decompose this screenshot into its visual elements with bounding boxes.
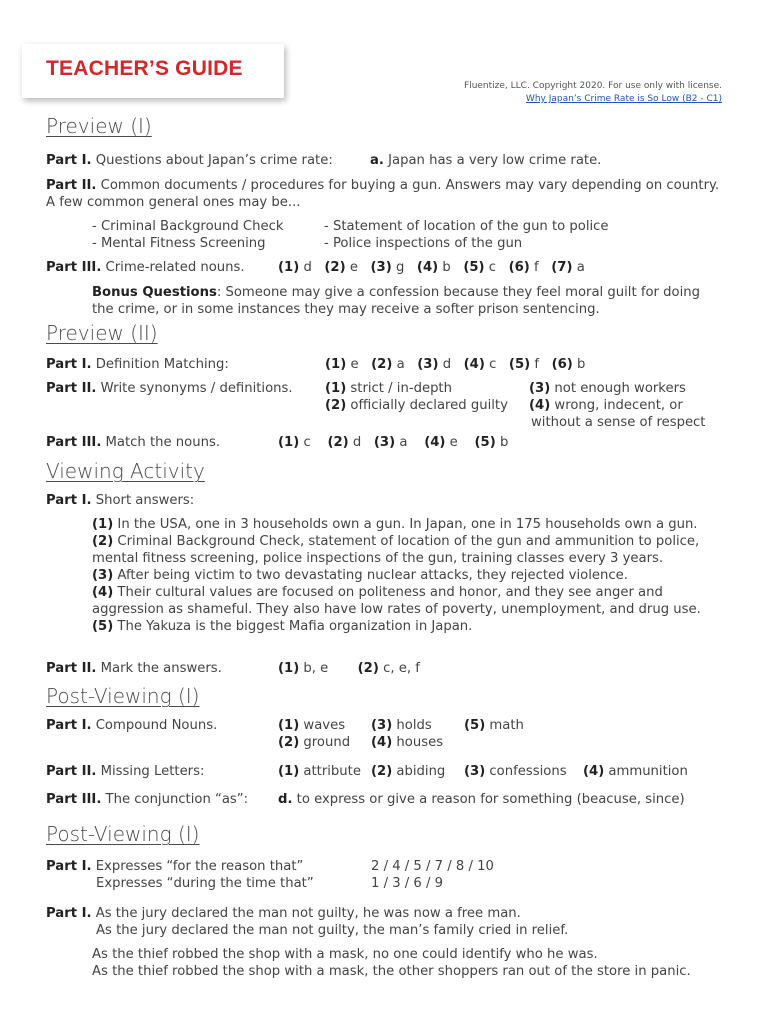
list-item: (5) The Yakuza is the biggest Mafia organization in Japan.	[92, 619, 473, 634]
section-title-preview-1: Preview (I)	[46, 114, 152, 138]
copyright-block	[464, 80, 722, 106]
s2-part-2-answer-cont: without a sense of respect	[531, 415, 706, 430]
s5-sentence: As the thief robbed the shop with a mask, no one could identify who he was.	[92, 947, 598, 962]
section-title-post-viewing-2: Post-Viewing (I)	[46, 822, 200, 846]
list-item: (1) In the USA, one in 3 households own a gun. In Japan, one in 175 households own a gun.	[92, 517, 698, 532]
copyright-text: Fluentize, LLC. Copyright 2020. For use only with license.	[464, 81, 722, 91]
s1-part-1: Part I. Questions about Japan’s crime rate:	[46, 153, 333, 168]
s1-part-2: Part II. Common documents / procedures for buying a gun. Answers may vary depending on country. A few common general ones may be...	[46, 178, 720, 210]
s2-part-3: Part III. Match the nouns.	[46, 435, 221, 450]
list-item: (4) Their cultural values are focused on politeness and honor, and they see anger and aggression as shameful. They also have low rates of poverty, unemployment, and drug use.	[92, 585, 701, 617]
s3-part-1: Part I. Short answers:	[46, 493, 195, 508]
s4-part-1: Part I. Compound Nouns.	[46, 718, 218, 733]
s2-part-2-answer: (2) officially declared guilty	[325, 398, 508, 413]
s3-part-2: Part II. Mark the answers.	[46, 661, 222, 676]
s2-part-2-answer: (3) not enough workers	[529, 381, 686, 396]
s5-sentence: As the jury declared the man not guilty, the man’s family cried in relief.	[96, 923, 569, 938]
s5-part-1-answer-2: 1 / 3 / 6 / 9	[371, 876, 444, 891]
s4-part-1-answer: (5) math	[464, 718, 524, 733]
s4-part-2-answer: (3) confessions	[464, 764, 567, 779]
s2-part-3-answers: (1) c (2) d (3) a (4) e (5) b	[278, 435, 509, 450]
section-title-viewing-activity: Viewing Activity	[46, 459, 205, 483]
s4-part-2-answer: (1) attribute	[278, 764, 361, 779]
s1-bonus-questions: Bonus Questions: Someone may give a confession because they feel moral guilt for doing the crime, or in some instances they may receive a softer prison sentencing.	[92, 285, 700, 317]
s2-part-2-answer: (1) strict / in-depth	[325, 381, 452, 396]
s4-part-2-answer: (4) ammunition	[583, 764, 688, 779]
s1-part-3: Part III. Crime-related nouns.	[46, 260, 245, 275]
s4-part-1-answer: (4) houses	[371, 735, 444, 750]
source-link[interactable]: Why Japan’s Crime Rate is So Low (B2 - C1)	[525, 94, 722, 104]
header-box	[22, 44, 284, 98]
s4-part-3-answer: d. to express or give a reason for something (beacuse, since)	[278, 792, 685, 807]
s1-list-item: - Police inspections of the gun	[324, 236, 523, 251]
s3-part-2-answers: (1) b, e (2) c, e, f	[278, 661, 420, 676]
s5-part-2: Part I. As the jury declared the man not guilty, he was now a free man.	[46, 906, 521, 921]
s1-part-3-answers: (1) d (2) e (3) g (4) b (5) c (6) f (7) a	[278, 260, 585, 275]
s2-part-2: Part II. Write synonyms / definitions.	[46, 381, 293, 396]
section-title-preview-2: Preview (II)	[46, 321, 158, 345]
list-item: (3) After being victim to two devastating nuclear attacks, they rejected violence.	[92, 568, 628, 583]
s1-list-item: - Mental Fitness Screening	[92, 236, 266, 251]
s4-part-1-answer: (1) waves	[278, 718, 346, 733]
s1-list-item: - Criminal Background Check	[92, 219, 284, 234]
s5-part-1-line-2: Expresses “during the time that”	[96, 876, 314, 891]
page-title: TEACHER’S GUIDE	[46, 57, 243, 80]
s5-sentence: As the thief robbed the shop with a mask, the other shoppers ran out of the store in panic.	[92, 964, 691, 979]
s5-part-1: Part I. Expresses “for the reason that”	[46, 859, 304, 874]
s3-answer-list	[92, 516, 722, 635]
s4-part-1-answer: (3) holds	[371, 718, 432, 733]
s1-part-1-answer: a. Japan has a very low crime rate.	[370, 153, 602, 168]
s5-part-1-answer-1: 2 / 4 / 5 / 7 / 8 / 10	[371, 859, 494, 874]
s4-part-3: Part III. The conjunction “as”:	[46, 792, 249, 807]
s4-part-2-answer: (2) abiding	[371, 764, 446, 779]
s4-part-2: Part II. Missing Letters:	[46, 764, 205, 779]
s2-part-1: Part I. Definition Matching:	[46, 357, 229, 372]
s2-part-1-answers: (1) e (2) a (3) d (4) c (5) f (6) b	[325, 357, 586, 372]
list-item: (2) Criminal Background Check, statement of location of the gun and ammunition to police, mental fitness screening, police inspections of the gun, training classes every 3 years.	[92, 534, 700, 566]
section-title-post-viewing-1: Post-Viewing (I)	[46, 684, 200, 708]
s2-part-2-answer: (4) wrong, indecent, or	[529, 398, 683, 413]
s4-part-1-answer: (2) ground	[278, 735, 351, 750]
s1-list-item: - Statement of location of the gun to police	[324, 219, 609, 234]
